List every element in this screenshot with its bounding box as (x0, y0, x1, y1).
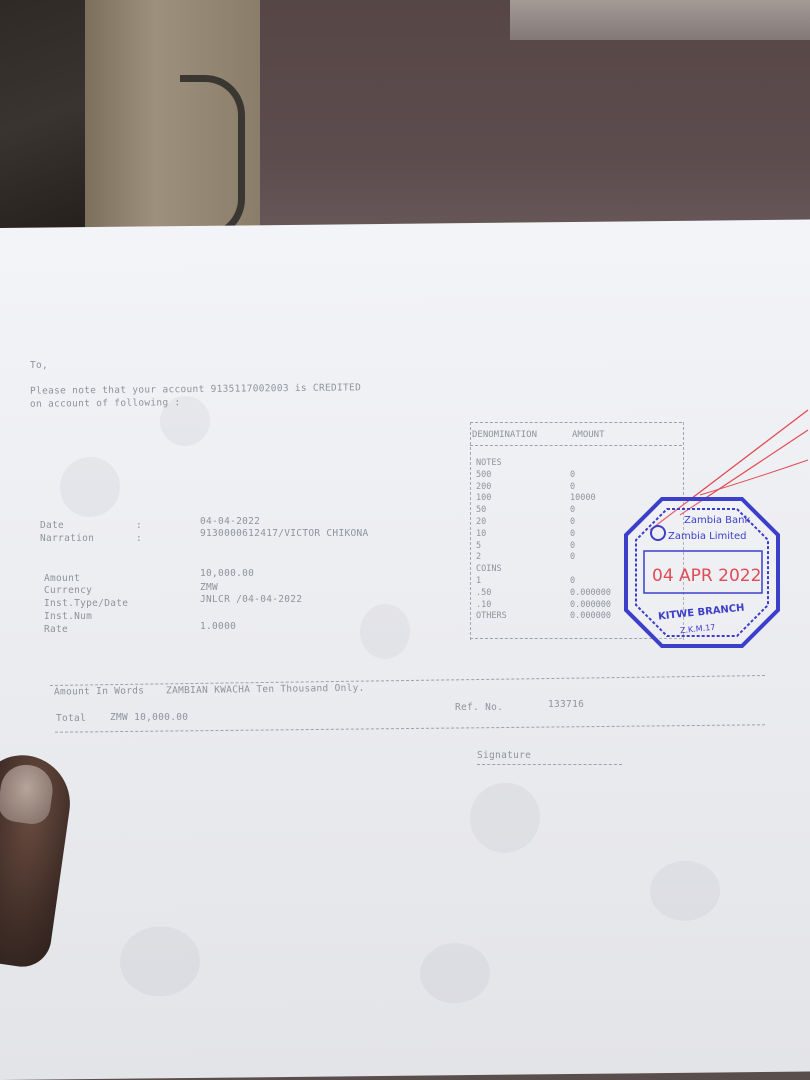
date-value: 04-04-2022 (200, 516, 261, 527)
denomination-cell: .50 (476, 587, 492, 598)
amount-cell: 10000 (570, 493, 596, 504)
words-label: Amount In Words (53, 685, 145, 698)
date-label: Date (40, 520, 65, 531)
words-value: ZAMBIAN KWACHA Ten Thousand Only. (165, 682, 365, 697)
denomination-cell: NOTES (476, 458, 502, 468)
to-label: To, (30, 360, 49, 371)
narration-value: 9130000612417/VICTOR CHIKONA (200, 528, 369, 539)
amount-cell: 0.000000 (570, 587, 611, 598)
amount-cell: 0 (570, 528, 576, 539)
amount-label: Amount (44, 573, 81, 584)
blot (470, 782, 540, 853)
blot (650, 860, 720, 921)
blot (360, 604, 410, 660)
notice-line-1: Please note that your account 9135117002003 is CREDITED (29, 382, 362, 397)
stamp-bank-line-1: Zambia Bank (684, 515, 751, 526)
rate-value: 1.0000 (200, 621, 237, 632)
inst-type-value: JNLCR /04-04-2022 (200, 594, 303, 605)
blot (60, 457, 120, 518)
signature-line (477, 764, 622, 765)
amount-cell: 0 (570, 552, 576, 563)
amount-cell: 0.000000 (570, 599, 611, 610)
denomination-cell: 2 (476, 552, 482, 563)
denomination-cell: 50 (476, 505, 487, 516)
denomination-cell: OTHERS (476, 611, 507, 622)
denomination-cell: 10 (476, 528, 487, 539)
amount-cell: 0.000000 (570, 611, 611, 622)
amount-value: 10,000.00 (200, 568, 255, 579)
total-value: ZMW 10,000.00 (110, 712, 189, 723)
ref-value: 133716 (548, 699, 585, 710)
denomination-header: DENOMINATION (472, 430, 538, 440)
stamp-bank-line-2: Zambia Limited (668, 531, 747, 542)
total-label: Total (56, 713, 87, 724)
denomination-cell: 200 (476, 481, 492, 492)
amount-cell: 0 (570, 505, 576, 516)
inst-num-label: Inst.Num (44, 611, 93, 622)
colon: : (136, 520, 143, 531)
amount-cell: 0 (570, 481, 576, 492)
denomination-cell: 20 (476, 517, 487, 527)
amount-cell: 0 (570, 469, 576, 480)
bank-stamp (622, 495, 782, 650)
denomination-cell: .10 (476, 599, 492, 610)
cloth (510, 0, 810, 40)
denomination-cell: COINS (476, 564, 502, 575)
amount-header: AMOUNT (572, 430, 605, 440)
stamp-code: Z.K.M.17 (679, 622, 716, 636)
signature-label: Signature (477, 750, 532, 761)
stamp-date: 04 APR 2022 (652, 566, 762, 586)
denomination-cell: 1 (476, 576, 482, 586)
amount-cell: 0 (570, 576, 576, 586)
colon: : (136, 533, 143, 544)
blot (420, 943, 490, 1004)
amount-cell: 0 (570, 517, 576, 527)
rate-label: Rate (44, 624, 69, 635)
notice-line-2: on account of following : (29, 397, 181, 410)
drawer-handle (180, 75, 245, 239)
denomination-cell: 500 (476, 469, 492, 480)
denomination-cell: 5 (476, 540, 482, 551)
narration-label: Narration (40, 533, 95, 544)
currency-label: Currency (44, 585, 93, 596)
currency-value: ZMW (200, 582, 219, 593)
denomination-cell: 100 (476, 493, 492, 504)
stamp-branch: KITWE BRANCH (657, 602, 746, 623)
inst-type-label: Inst.Type/Date (44, 598, 129, 609)
ref-label: Ref. No. (455, 702, 504, 713)
blot (120, 926, 200, 997)
amount-cell: 0 (570, 540, 576, 551)
dark-object (0, 0, 90, 235)
